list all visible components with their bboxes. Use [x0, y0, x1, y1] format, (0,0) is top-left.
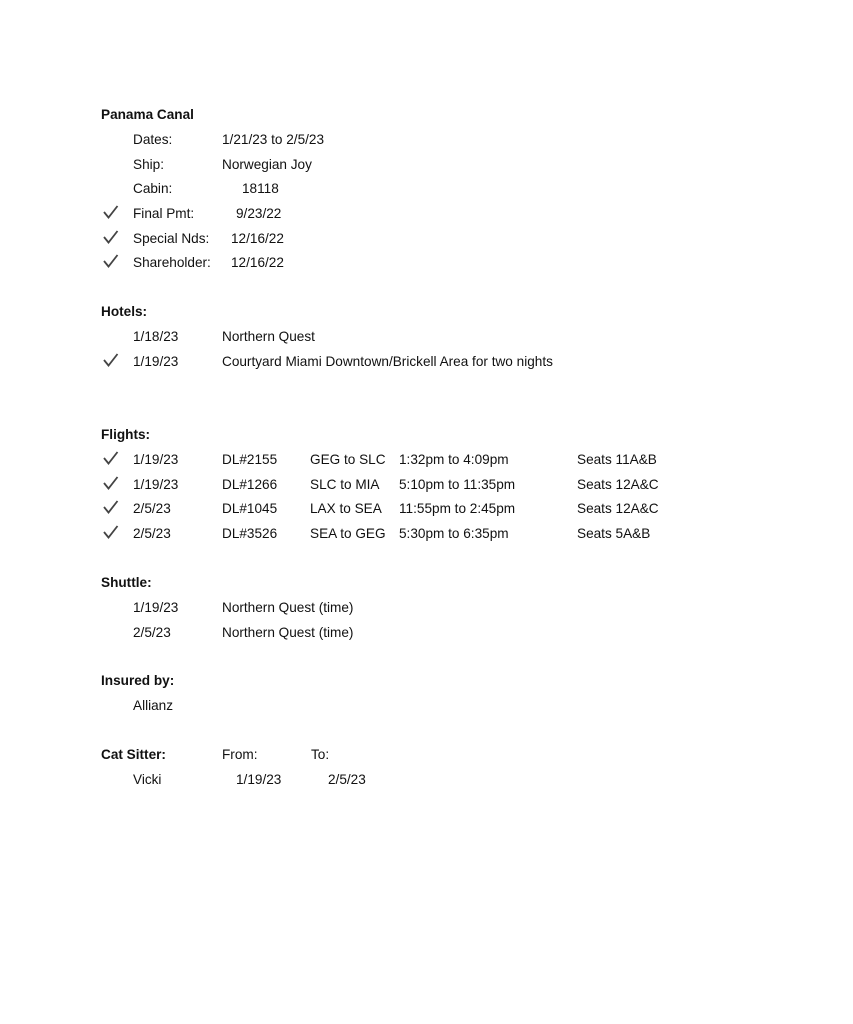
- flight-date: 1/19/23: [133, 477, 179, 492]
- cat-sitter-name: Vicki: [133, 772, 162, 787]
- cruise-value-ship: Norwegian Joy: [222, 157, 312, 172]
- flight-number: DL#3526: [222, 526, 278, 541]
- cat-sitter-to-date: 2/5/23: [328, 772, 366, 787]
- cat-sitter-title: Cat Sitter:: [101, 747, 166, 762]
- flight-seats: Seats 11A&B: [577, 452, 657, 467]
- insurance-provider: Allianz: [133, 698, 174, 713]
- flight-date: 2/5/23: [133, 526, 171, 541]
- hotel-name: Northern Quest: [222, 329, 315, 344]
- flight-time: 11:55pm to 2:45pm: [399, 501, 516, 516]
- cruise-value-shareholder: 12/16/22: [231, 255, 284, 270]
- cruise-value-special-nds: 12/16/22: [231, 231, 284, 246]
- flight-seats: Seats 12A&C: [577, 501, 659, 516]
- insurance-title: Insured by:: [101, 673, 175, 688]
- flight-date: 2/5/23: [133, 501, 171, 516]
- flight-route: SEA to GEG: [310, 526, 386, 541]
- hotel-date: 1/19/23: [133, 354, 179, 369]
- flights-title: Flights:: [101, 427, 151, 442]
- checkmark-icon: [102, 450, 120, 466]
- checkmark-icon: [102, 524, 120, 540]
- hotels-title: Hotels:: [101, 304, 148, 319]
- cruise-label-dates: Dates:: [133, 132, 173, 147]
- shuttle-detail: Northern Quest (time): [222, 625, 354, 640]
- cruise-label-cabin: Cabin:: [133, 181, 173, 196]
- cat-sitter-to-label: To:: [311, 747, 330, 762]
- cruise-value-final-pmt: 9/23/22: [236, 206, 282, 221]
- flight-date: 1/19/23: [133, 452, 179, 467]
- flight-time: 5:30pm to 6:35pm: [399, 526, 509, 541]
- flight-route: GEG to SLC: [310, 452, 386, 467]
- cat-sitter-from-label: From:: [222, 747, 258, 762]
- flight-time: 5:10pm to 11:35pm: [399, 477, 516, 492]
- flight-route: SLC to MIA: [310, 477, 380, 492]
- flight-number: DL#1045: [222, 501, 278, 516]
- flight-number: DL#2155: [222, 452, 278, 467]
- flight-time: 1:32pm to 4:09pm: [399, 452, 509, 467]
- cruise-value-dates: 1/21/23 to 2/5/23: [222, 132, 325, 147]
- cat-sitter-from-date: 1/19/23: [236, 772, 282, 787]
- checkmark-icon: [102, 204, 120, 220]
- shuttle-date: 2/5/23: [133, 625, 171, 640]
- checkmark-icon: [102, 475, 120, 491]
- cruise-label-special-nds: Special Nds:: [133, 231, 210, 246]
- flight-seats: Seats 5A&B: [577, 526, 651, 541]
- cruise-label-ship: Ship:: [133, 157, 164, 172]
- flight-number: DL#1266: [222, 477, 278, 492]
- flight-route: LAX to SEA: [310, 501, 382, 516]
- shuttle-title: Shuttle:: [101, 575, 152, 590]
- shuttle-date: 1/19/23: [133, 600, 179, 615]
- flight-seats: Seats 12A&C: [577, 477, 659, 492]
- checkmark-icon: [102, 229, 120, 245]
- cruise-title: Panama Canal: [101, 107, 194, 122]
- checkmark-icon: [102, 253, 120, 269]
- cruise-label-shareholder: Shareholder:: [133, 255, 211, 270]
- hotel-date: 1/18/23: [133, 329, 179, 344]
- checkmark-icon: [102, 352, 120, 368]
- checkmark-icon: [102, 499, 120, 515]
- cruise-label-final-pmt: Final Pmt:: [133, 206, 195, 221]
- cruise-value-cabin: 18118: [242, 181, 279, 196]
- hotel-name: Courtyard Miami Downtown/Brickell Area for two nights: [222, 354, 553, 369]
- shuttle-detail: Northern Quest (time): [222, 600, 354, 615]
